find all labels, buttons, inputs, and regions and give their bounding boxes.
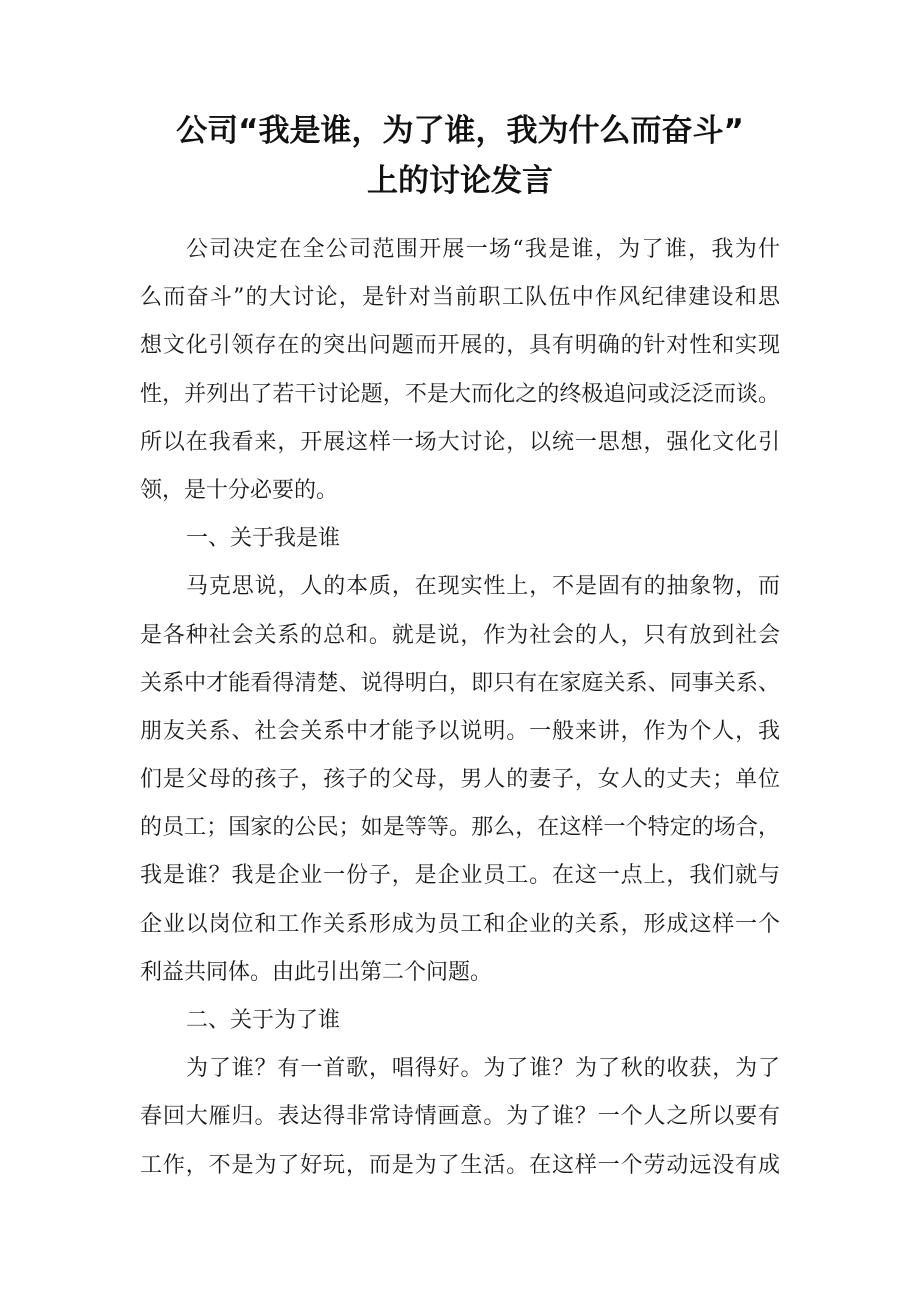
section-heading: 一、关于我是谁 [186,526,341,552]
body-line: 们是父母的孩子，孩子的父母，男人的妻子，女人的丈夫；单位 [140,767,780,793]
body-line: 领，是十分必要的。 [140,477,339,503]
body-line: 朋友关系、社会关系中才能予以说明。一般来讲，作为个人，我 [140,718,780,744]
document-title-line-1: 公司“我是谁，为了谁，我为什么而奋斗” [176,113,744,149]
body-line: 所以在我看来，开展这样一场大讨论，以统一思想，强化文化引 [140,429,780,455]
body-line: 马克思说，人的本质，在现实性上，不是固有的抽象物，而 [186,574,780,600]
body-line: 想文化引领存在的突出问题而开展的，具有明确的针对性和实现 [140,333,780,359]
body-line: 为了谁？有一首歌，唱得好。为了谁？为了秋的收获，为了 [186,1056,780,1082]
body-line: 是各种社会关系的总和。就是说，作为社会的人，只有放到社会 [140,622,780,648]
body-line: 性，并列出了若干讨论题，不是大而化之的终极追问或泛泛而谈。 [140,381,780,407]
body-line: 春回大雁归。表达得非常诗情画意。为了谁？一个人之所以要有 [140,1104,780,1130]
body-line: 么而奋斗”的大讨论，是针对当前职工队伍中作风纪律建设和思 [140,285,780,311]
section-heading: 二、关于为了谁 [186,1008,341,1033]
body-line: 关系中才能看得清楚、说得明白，即只有在家庭关系、同事关系、 [140,670,780,696]
body-line: 企业以岗位和工作关系形成为员工和企业的关系，形成这样一个 [140,911,780,937]
body-line: 工作，不是为了好玩，而是为了生活。在这样一个劳动远没有成 [140,1152,780,1178]
body-line: 我是谁？我是企业一份子，是企业员工。在这一点上，我们就与 [140,863,780,889]
body-line: 的员工；国家的公民；如是等等。那么，在这样一个特定的场合， [140,815,780,841]
body-line: 公司决定在全公司范围开展一场“我是谁，为了谁，我为什 [186,237,780,262]
document-title-line-2: 上的讨论发言 [367,163,553,199]
document-body [140,226,780,1190]
body-line: 利益共同体。由此引出第二个问题。 [140,959,493,985]
